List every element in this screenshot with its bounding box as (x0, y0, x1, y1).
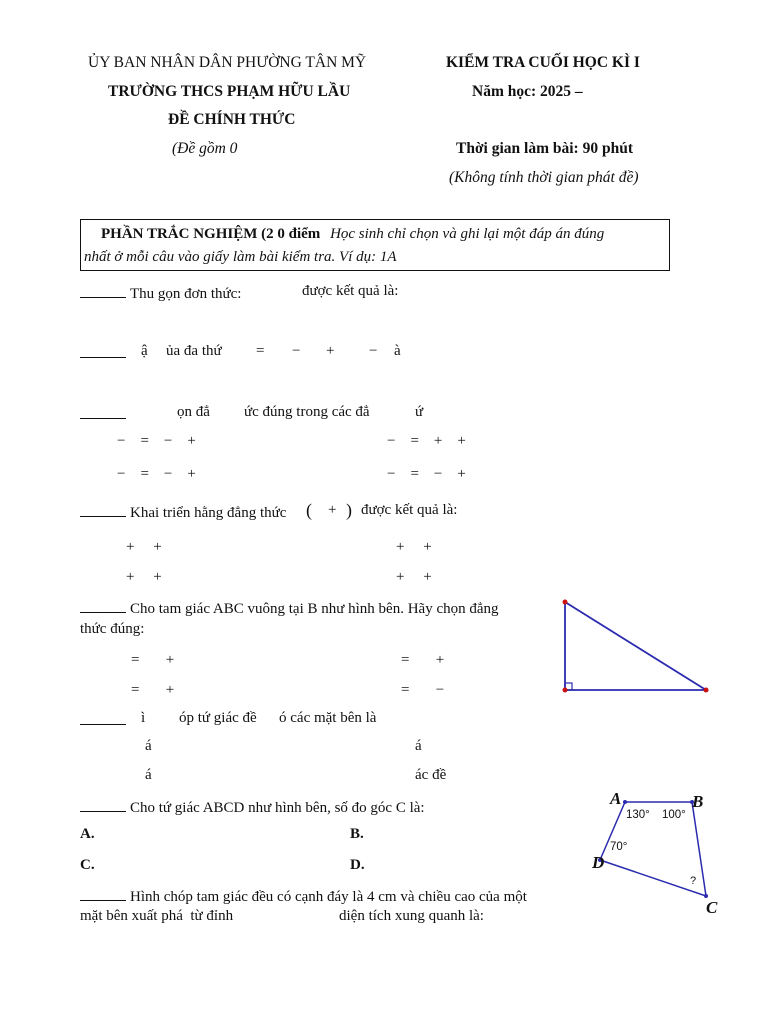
question-8-line2b: diện tích xung quanh là: (339, 908, 484, 924)
option-d: = − (401, 682, 445, 698)
question-6-b: óp tứ giác đề (179, 710, 257, 726)
question-1-tail: được kết quả là: (302, 283, 399, 299)
paren-close: ) (346, 500, 352, 520)
question-6-a: ì (141, 710, 146, 726)
option-a: á (145, 738, 152, 754)
question-5: Cho tam giác ABC vuông tại B như hình bên. Hãy chọn đẳng (80, 598, 499, 618)
right-triangle-figure (556, 596, 716, 696)
question-6 (80, 710, 130, 730)
question-6-c: ó các mặt bên là (279, 710, 377, 726)
question-7: Cho tứ giác ABCD như hình bên, số đo góc C là: (80, 797, 425, 817)
header-time: Thời gian làm bài: 90 phút (456, 140, 633, 157)
angle-c-label: ? (690, 875, 697, 887)
header-school: TRƯỜNG THCS PHẠM HỮU LẦU (108, 83, 351, 100)
header-time-note: (Không tính thời gian phát đề) (449, 169, 639, 186)
angle-d-label: 70° (610, 841, 628, 853)
header-official: ĐỀ CHÍNH THỨC (168, 111, 296, 128)
section-title: PHẦN TRẮC NGHIỆM (2 0 điểm (101, 226, 321, 242)
question-1: Thu gọn đơn thức: (80, 283, 241, 303)
option-b: = + (401, 652, 445, 668)
angle-b-label: 100° (662, 809, 686, 821)
section-instruction1: Học sinh chỉ chọn và ghi lại một đáp án đúng (330, 226, 605, 242)
vertex-dot (623, 800, 627, 804)
answer-blank (80, 283, 126, 298)
option-c-label: C. (80, 857, 95, 873)
question-3-c: ứ (415, 404, 424, 420)
question-2-a: ậ (141, 343, 148, 359)
symbol: = (256, 343, 265, 359)
option-a: − = − + (117, 433, 196, 449)
option-c: + + (126, 569, 162, 585)
angle-a-label: 130° (626, 809, 650, 821)
triangle-shape (565, 602, 706, 690)
paren-open: ( (306, 500, 312, 520)
answer-blank (80, 710, 126, 725)
question-4: Khai triển hằng đẳng thức (80, 502, 286, 522)
vertex-label-c: C (706, 898, 718, 917)
symbol: − (292, 343, 301, 359)
option-c: á (145, 767, 152, 783)
section-line1 (101, 226, 604, 243)
option-d-label: D. (350, 857, 365, 873)
option-b-label: B. (350, 826, 364, 842)
answer-blank (80, 404, 126, 419)
question-4-tail: được kết quả là: (361, 502, 458, 518)
option-a: + + (126, 539, 162, 555)
header-school-year: Năm học: 2025 – (472, 83, 583, 100)
question-8-line2a: mặt bên xuất phá từ đỉnh (80, 908, 234, 924)
answer-blank (80, 886, 126, 901)
option-d: ác đề (415, 767, 447, 783)
symbol: + (326, 343, 335, 359)
vertex-label-b: B (692, 792, 704, 811)
header-exam-title: KIỂM TRA CUỐI HỌC KÌ I (446, 54, 640, 71)
header-department: ỦY BAN NHÂN DÂN PHƯỜNG TÂN MỸ (88, 54, 367, 71)
vertex-dot (563, 688, 568, 693)
question-2 (80, 343, 130, 363)
symbol: − (369, 343, 378, 359)
vertex-label-d: D (592, 853, 605, 872)
answer-blank (80, 797, 126, 812)
option-a-label: A. (80, 826, 95, 842)
answer-blank (80, 598, 126, 613)
answer-blank (80, 502, 126, 517)
quadrilateral-figure (588, 786, 728, 922)
question-3 (80, 404, 130, 424)
option-b: − = + + (387, 433, 466, 449)
option-a: = + (131, 652, 175, 668)
option-b: + + (396, 539, 432, 555)
symbol: + (328, 502, 337, 518)
question-3-b: ức đúng trong các đẳ (244, 404, 370, 420)
answer-blank (80, 343, 126, 358)
question-5-line2: thức đúng: (80, 621, 145, 637)
question-3-a: ọn đẳ (177, 404, 210, 420)
section-instruction2: nhất ở mỗi câu vào giấy làm bài kiểm tra. Ví dụ: 1A (84, 249, 397, 265)
option-d: + + (396, 569, 432, 585)
vertex-label-a: A (610, 789, 622, 808)
vertex-dot (704, 688, 709, 693)
vertex-dot (563, 600, 568, 605)
question-8: Hình chóp tam giác đều có cạnh đáy là 4 cm và chiều cao của một (80, 886, 527, 906)
option-c: − = − + (117, 466, 196, 482)
option-d: − = − + (387, 466, 466, 482)
question-2-b: ủa đa thứ (166, 343, 222, 359)
option-b: á (415, 738, 422, 754)
symbol: à (394, 343, 401, 359)
header-pages: (Đề gồm 0 (172, 140, 238, 157)
option-c: = + (131, 682, 175, 698)
